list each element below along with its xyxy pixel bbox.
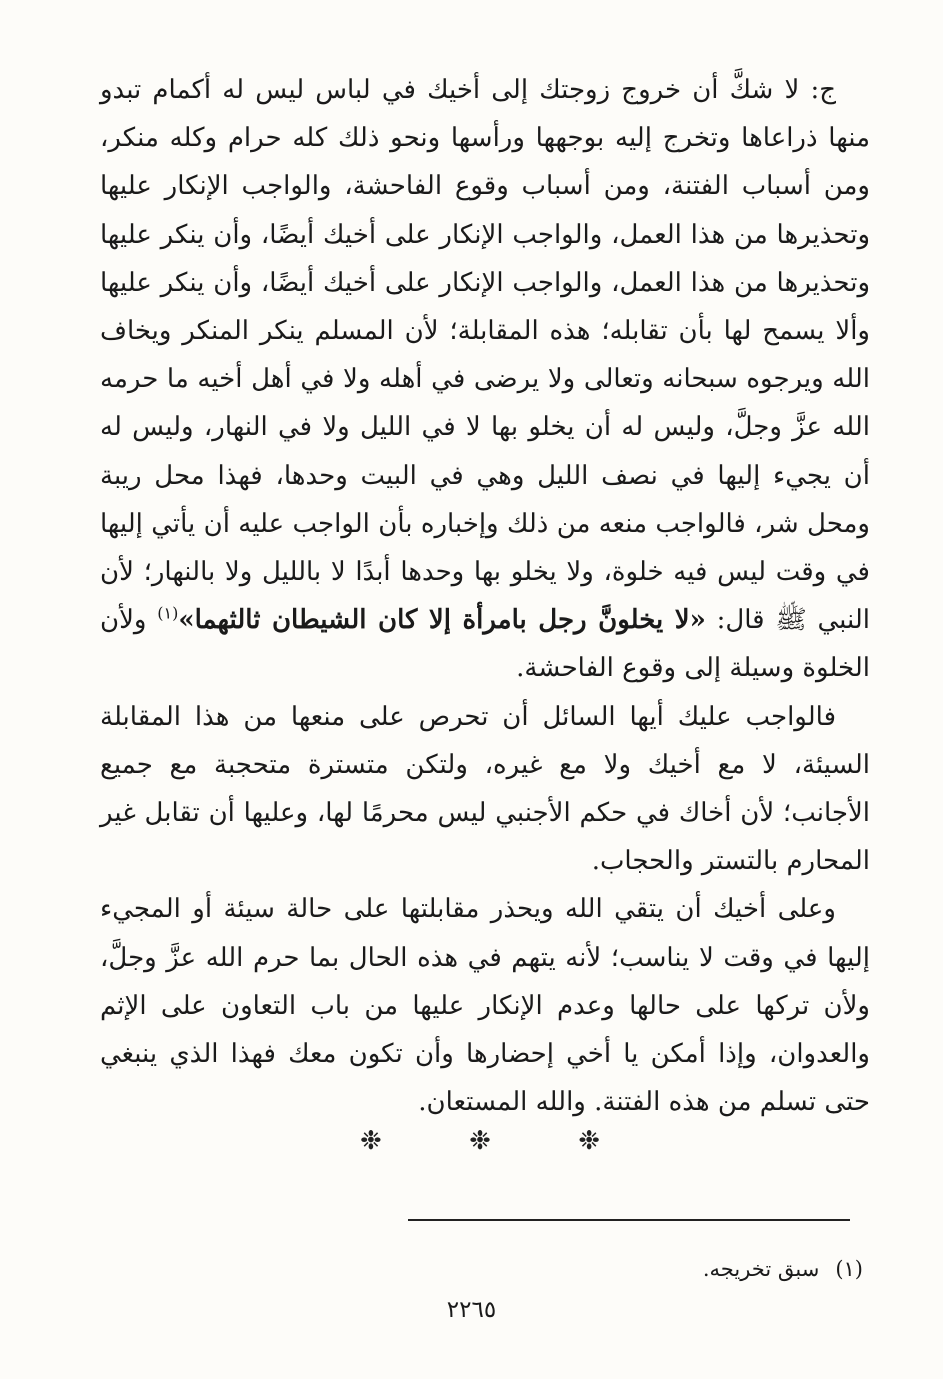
asterism-icon: ❉ xyxy=(360,1126,382,1156)
paragraph-brother: وعلى أخيك أن يتقي الله ويحذر مقابلتها على حالة سيئة أو المجيء إليها في وقت لا يناسب؛ لأنه يتهم في هذه الحال بما حرم الله عزَّ وجلَّ، ولأن تركها على حالها وعدم الإنكار عليها من باب التعاون على الإثم والعدوان، وإذا أمكن يا أخي إحضارها وأن تكون معك فهذا الذي ينبغي حتى تسلم من هذه الفتنة. والله المستعان. xyxy=(100,894,870,1118)
paragraph-advice: فالواجب عليك أيها السائل أن تحرص على منعها من هذا المقابلة السيئة، لا مع أخيك ولا مع غيره، ولتكن متسترة متحجبة مع جميع الأجانب؛ لأن أخاك في حكم الأجنبي ليس محرمًا لها، وعليها أن تقابل غير المحارم بالتستر والحجاب. xyxy=(100,701,870,877)
section-separator xyxy=(360,1126,600,1156)
page-number: ٢٢٦٥ xyxy=(446,1297,497,1323)
asterism-icon: ❉ xyxy=(578,1126,600,1156)
footnote xyxy=(703,1257,863,1281)
answer-text-intro: ج: لا شكَّ أن خروج زوجتك إلى أخيك في لباس ليس له أكمام تبدو منها ذراعاها وتخرج إليه بوجهها ورأسها ونحو ذلك كله حرام وكله منكر، ومن أسباب الفتنة، ومن أسباب وقوع الفاحشة، والواجب الإنكار عليها وتحذيرها من هذا العمل، والواجب الإنكار على أخيك أيضًا، وأن ينكر عليها وتحذيرها من هذا العمل، والواجب الإنكار على أخيك أيضًا، وأن ينكر عليها وألا يسمح لها بأن تقابله؛ هذه المقابلة؛ لأن المسلم ينكر المنكر ويخاف الله ويرجوه سبحانه وتعالى ولا يرضى في أهله ولا في أهل أخيه ما حرمه الله عزَّ وجلَّ، وليس له أن يخلو بها لا في الليل ولا في النهار، وليس له أن يجيء إليها في نصف الليل وهي في البيت وحدها، فهذا محل ريبة ومحل شر، فالواجب منعه من ذلك وإخباره بأن الواجب عليه أن يأتي إليها في وقت ليس فيه خلوة، ولا يخلو بها وحدها أبدًا لا بالليل ولا بالنهار؛ لأن النبي ﷺ قال: xyxy=(100,75,871,636)
paragraph-answer xyxy=(100,66,870,693)
footnote-divider xyxy=(408,1219,850,1221)
answer-text-outro: ولأن الخلوة وسيلة إلى وقوع الفاحشة. xyxy=(100,605,870,684)
body-text xyxy=(100,66,870,1126)
footnote-number: (١) xyxy=(835,1257,863,1281)
footnote-marker[interactable]: (١) xyxy=(157,603,179,623)
footnote-text: سبق تخريجه. xyxy=(702,1257,820,1281)
hadith-quote: «لا يخلونَّ رجل بامرأة إلا كان الشيطان ثالثهما» xyxy=(178,605,706,636)
asterism-icon: ❉ xyxy=(469,1126,491,1156)
